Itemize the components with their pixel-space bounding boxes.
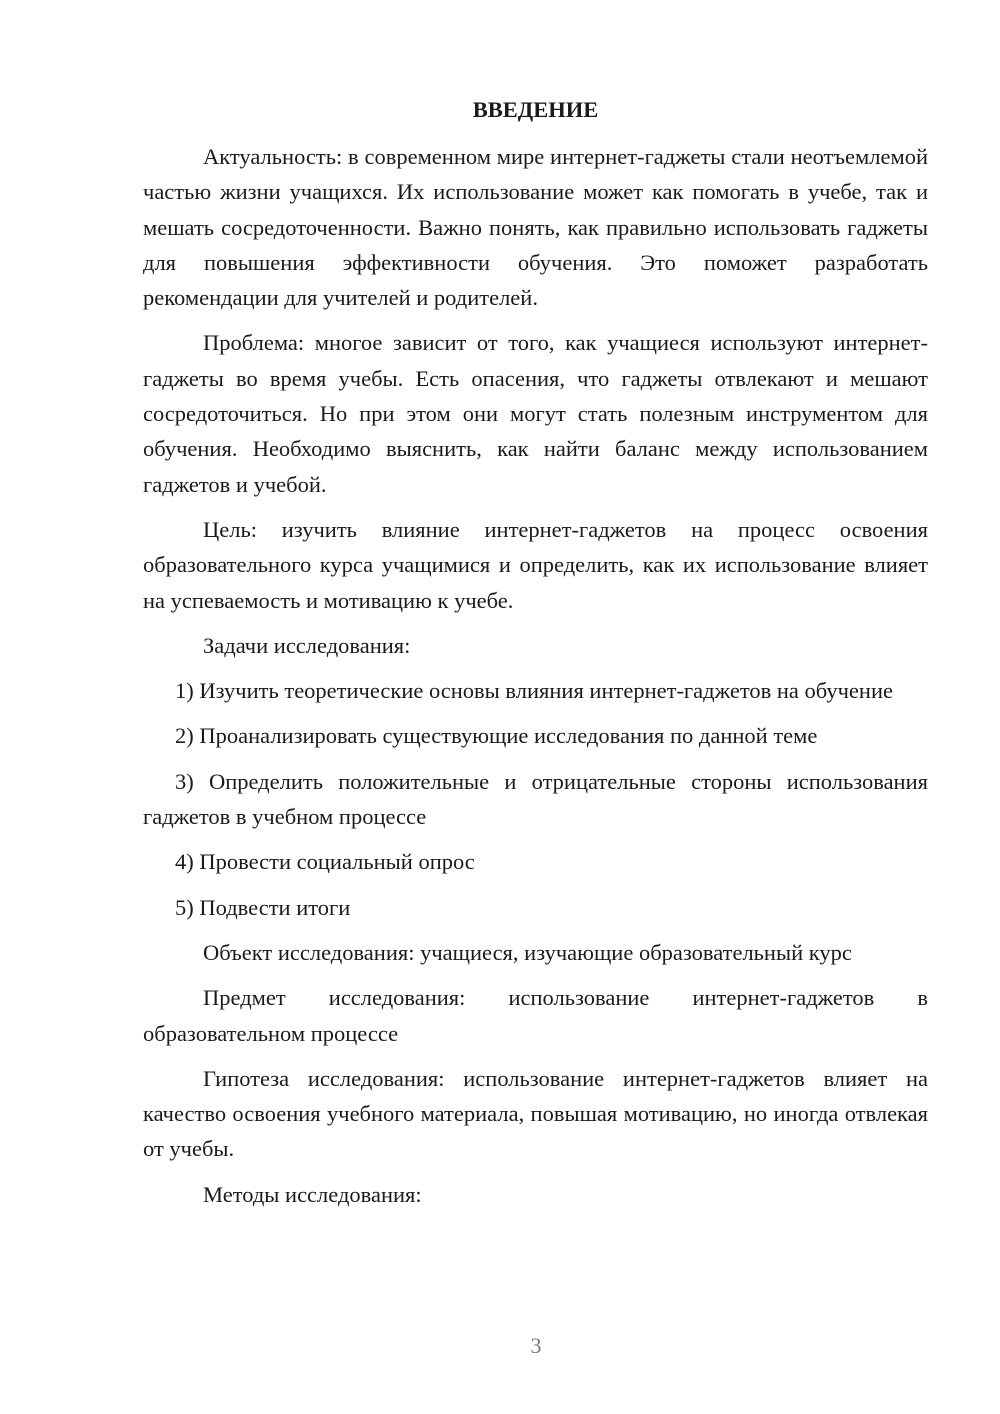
task-item-1: 1) Изучить теоретические основы влияния интернет-гаджетов на обучение <box>175 678 893 704</box>
page-content <box>143 95 928 1222</box>
problem-paragraph: Проблема: многое зависит от того, как учащиеся используют интернет-гаджеты во время учебы. Есть опасения, что гаджеты отвлекают и мешают сосредоточиться. Но при этом они могут стать полезным инструментом для обучения. Необходимо выяснить, как найти баланс между использованием гаджетов и учебой. <box>143 330 928 497</box>
section-title: ВВЕДЕНИЕ <box>472 97 599 122</box>
task-item-3: 3) Определить положительные и отрицательные стороны использования гаджетов в учебном процессе <box>143 768 928 830</box>
tasks-heading: Задачи исследования: <box>203 632 411 658</box>
task-item-2: 2) Проанализировать существующие исследования по данной теме <box>175 723 818 749</box>
page-number: 3 <box>530 1333 542 1358</box>
methods-heading: Методы исследования: <box>203 1181 422 1207</box>
hypothesis-paragraph: Гипотеза исследования: использование интернет-гаджетов влияет на качество освоения учебного материала, повышая мотивацию, но иногда отвлекая от учебы. <box>143 1065 928 1162</box>
subject-paragraph: Предмет исследования: использование интернет-гаджетов в образовательном процессе <box>143 985 928 1046</box>
object-paragraph: Объект исследования: учащиеся, изучающие образовательный курс <box>203 939 852 965</box>
task-item-4: 4) Провести социальный опрос <box>175 849 475 875</box>
actuality-paragraph: Актуальность: в современном мире интернет-гаджеты стали неотъемлемой частью жизни учащихся. Их использование может как помогать в учебе, так и мешать сосредоточенности. Важно понять, как правильно использовать гаджеты для повышения эффективности обучения. Это поможет разработать рекомендации для учителей и родителей. <box>143 144 928 311</box>
task-item-5: 5) Подвести итоги <box>175 894 351 920</box>
goal-paragraph: Цель: изучить влияние интернет-гаджетов на процесс освоения образовательного курса учащимися и определить, как их использование влияет на успеваемость и мотивацию к учебе. <box>143 516 928 613</box>
